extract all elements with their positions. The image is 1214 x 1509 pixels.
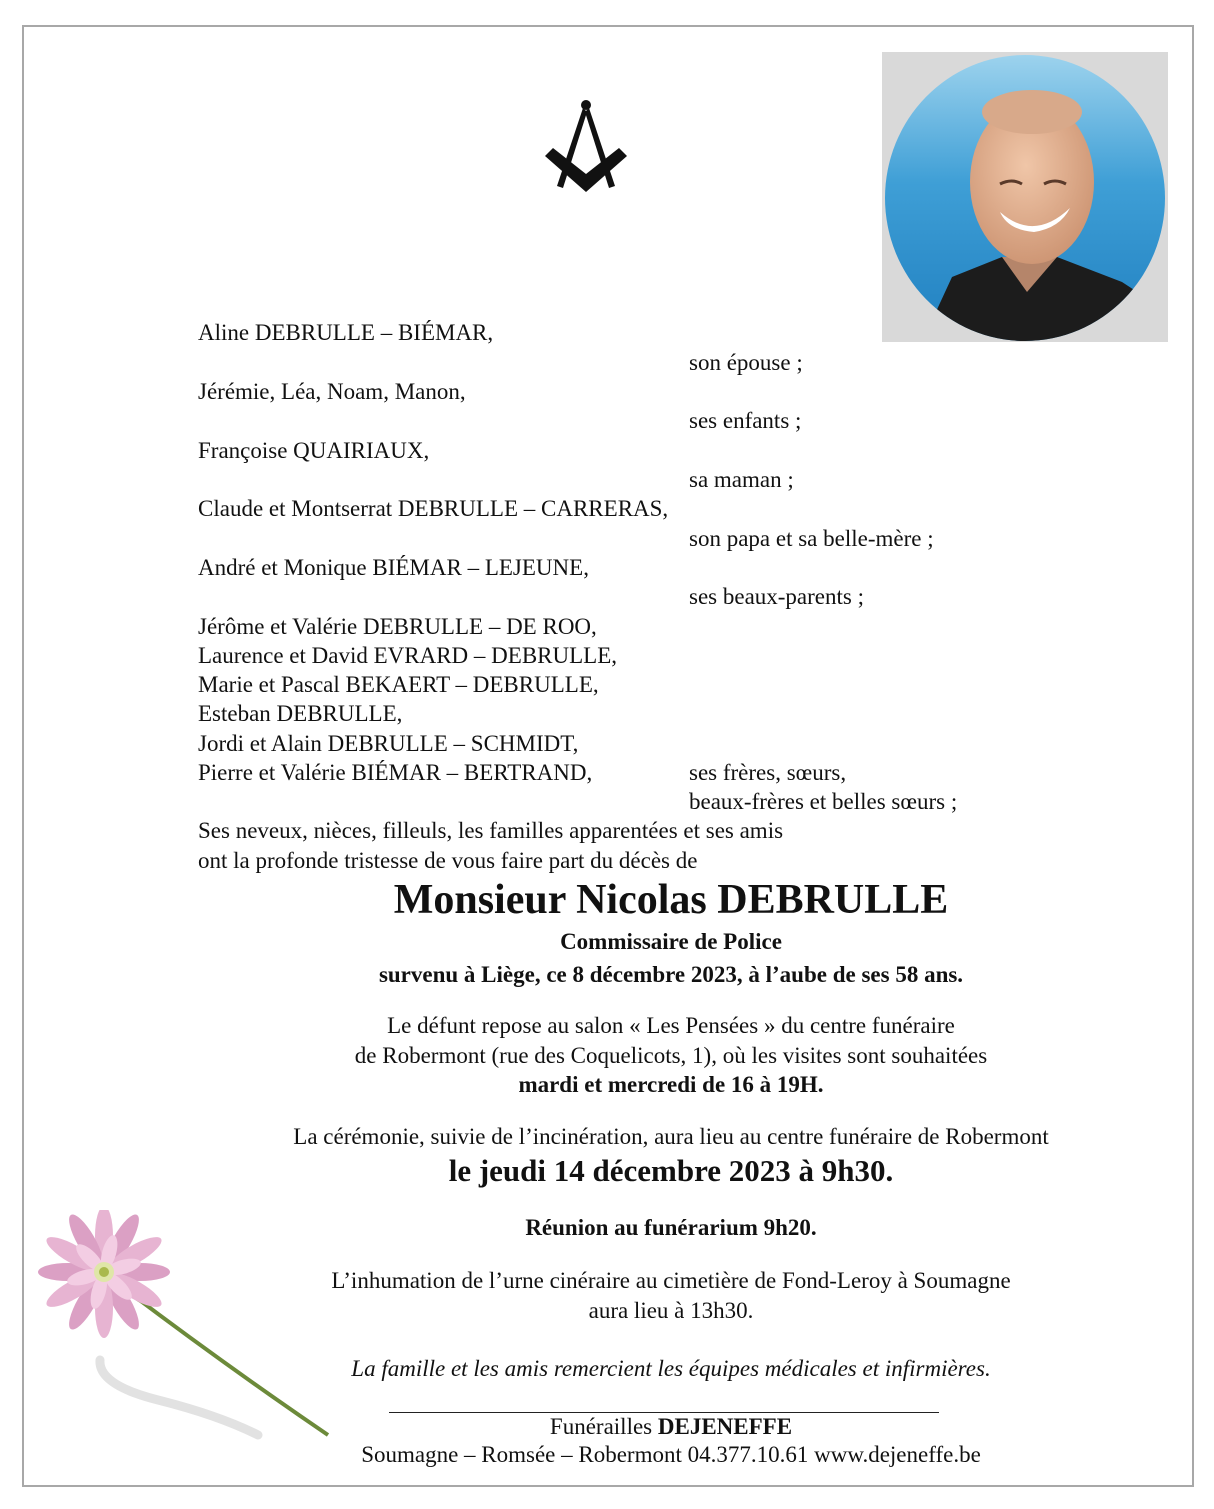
family-line: Jérôme et Valérie DEBRULLE – DE ROO, xyxy=(198,614,597,639)
family-line: Claude et Montserrat DEBRULLE – CARRERAS, xyxy=(198,496,669,521)
visit-line-2: de Robermont (rue des Coquelicots, 1), où les visites sont souhaitées xyxy=(354,1043,988,1068)
funeral-home-contact: Soumagne – Romsée – Robermont 04.377.10.61 www.dejeneffe.be xyxy=(361,1442,981,1467)
family-line: Laurence et David EVRARD – DEBRULLE, xyxy=(198,643,618,668)
portrait-photo xyxy=(882,52,1168,342)
relation-line: sa maman ; xyxy=(689,467,794,492)
footer-divider xyxy=(389,1412,939,1413)
relation-line: son papa et sa belle-mère ; xyxy=(689,526,934,551)
deceased-name: Monsieur Nicolas DEBRULLE xyxy=(393,877,949,923)
relation-line: son épouse ; xyxy=(689,350,803,375)
thanks-line: La famille et les amis remercient les équipes médicales et infirmières. xyxy=(351,1356,991,1381)
deceased-title: Commissaire de Police xyxy=(560,929,782,954)
relation-line: beaux-frères et belles sœurs ; xyxy=(689,789,958,814)
visit-line-1: Le défunt repose au salon « Les Pensées » du centre funéraire xyxy=(387,1013,955,1038)
burial-line-1: L’inhumation de l’urne cinéraire au cimetière de Fond-Leroy à Soumagne xyxy=(331,1268,1011,1293)
pink-flower-illustration xyxy=(38,1210,338,1450)
funeral-home-name: DEJENEFFE xyxy=(657,1414,793,1439)
death-line: survenu à Liège, ce 8 décembre 2023, à l’aube de ses 58 ans. xyxy=(378,962,964,987)
ceremony-line: La cérémonie, suivie de l’incinération, aura lieu au centre funéraire de Robermont xyxy=(293,1124,1049,1149)
family-line: Marie et Pascal BEKAERT – DEBRULLE, xyxy=(198,672,599,697)
family-line: Françoise QUAIRIAUX, xyxy=(198,438,430,463)
family-line: Aline DEBRULLE – BIÉMAR, xyxy=(198,320,494,345)
family-line: André et Monique BIÉMAR – LEJEUNE, xyxy=(198,555,589,580)
relation-line: ses beaux-parents ; xyxy=(689,584,864,609)
family-line: Pierre et Valérie BIÉMAR – BERTRAND, xyxy=(198,760,593,785)
family-line: Jordi et Alain DEBRULLE – SCHMIDT, xyxy=(198,731,579,756)
square-and-compasses-icon xyxy=(543,96,629,196)
burial-line-2: aura lieu à 13h30. xyxy=(588,1298,754,1323)
family-line: ont la profonde tristesse de vous faire part du décès de xyxy=(198,848,698,873)
family-line: Ses neveux, nièces, filleuls, les familles apparentées et ses amis xyxy=(198,818,784,843)
meeting-time: Réunion au funérarium 9h20. xyxy=(525,1215,817,1240)
relation-line: ses enfants ; xyxy=(689,408,802,433)
family-line: Jérémie, Léa, Noam, Manon, xyxy=(198,379,466,404)
family-line: Esteban DEBRULLE, xyxy=(198,701,403,726)
visit-hours: mardi et mercredi de 16 à 19H. xyxy=(518,1072,824,1097)
relation-line: ses frères, sœurs, xyxy=(689,760,847,785)
funeral-home-prefix: Funérailles xyxy=(549,1414,658,1439)
ceremony-date: le jeudi 14 décembre 2023 à 9h30. xyxy=(448,1153,894,1188)
